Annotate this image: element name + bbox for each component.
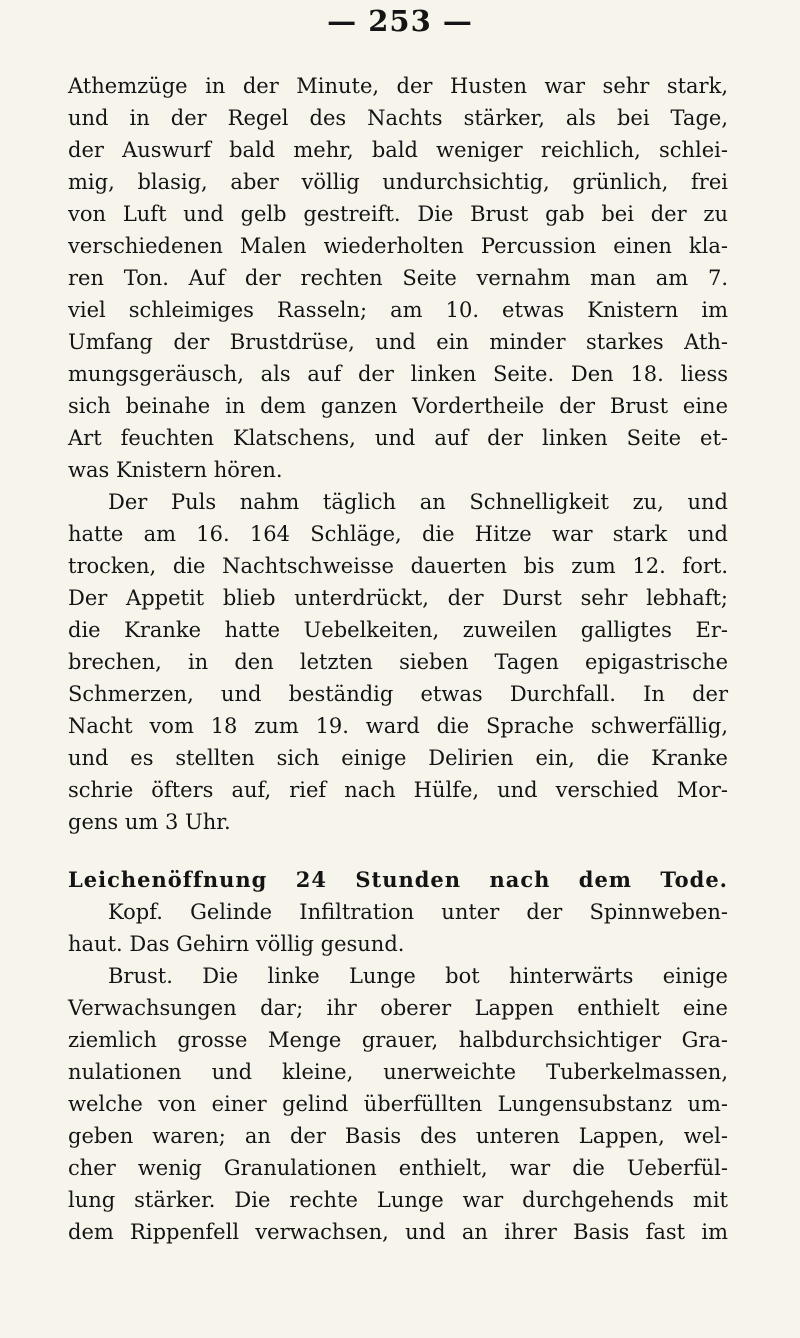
text-line: verschiedenen Malen wiederholten Percussion einen kla-	[68, 234, 728, 258]
text-line: von Luft und gelb gestreift. Die Brust gab bei der zu	[68, 202, 728, 226]
text-line: ziemlich grosse Menge grauer, halbdurchsichtiger Gra-	[68, 1028, 728, 1052]
text-line: schrie öfters auf, rief nach Hülfe, und verschied Mor-	[68, 778, 728, 802]
text-line: Verwachsungen dar; ihr oberer Lappen enthielt eine	[68, 996, 728, 1020]
text-line: sich beinahe in dem ganzen Vordertheile der Brust eine	[68, 394, 728, 418]
text-line: Art feuchten Klatschens, und auf der linken Seite et-	[68, 426, 728, 450]
text-line: Schmerzen, und beständig etwas Durchfall. In der	[68, 682, 728, 706]
text-line: Athemzüge in der Minute, der Husten war sehr stark,	[68, 74, 728, 98]
page-number: — 253 —	[327, 4, 473, 38]
text-line: ren Ton. Auf der rechten Seite vernahm man am 7.	[68, 266, 728, 290]
text-line: Kopf. Gelinde Infiltration unter der Spinnweben-	[108, 900, 728, 924]
section-heading: Leichenöffnung 24 Stunden nach dem Tode.	[68, 867, 728, 892]
text-line: viel schleimiges Rasseln; am 10. etwas Knistern im	[68, 298, 728, 322]
text-line: mig, blasig, aber völlig undurchsichtig, grünlich, frei	[68, 170, 728, 194]
text-line: Der Appetit blieb unterdrückt, der Durst sehr lebhaft;	[68, 586, 728, 610]
body-text	[68, 70, 728, 1248]
text-line: was Knistern hören.	[68, 458, 283, 482]
text-line: geben waren; an der Basis des unteren Lappen, wel-	[68, 1124, 728, 1148]
text-line: dem Rippenfell verwachsen, und an ihrer Basis fast im	[68, 1220, 728, 1244]
text-line: brechen, in den letzten sieben Tagen epigastrische	[68, 650, 728, 674]
text-line: mungsgeräusch, als auf der linken Seite. Den 18. liess	[68, 362, 728, 386]
text-line: hatte am 16. 164 Schläge, die Hitze war stark und	[68, 522, 728, 546]
text-line: Nacht vom 18 zum 19. ward die Sprache schwerfällig,	[68, 714, 728, 738]
text-line: Der Puls nahm täglich an Schnelligkeit zu, und	[108, 490, 728, 514]
text-line: trocken, die Nachtschweisse dauerten bis zum 12. fort.	[68, 554, 728, 578]
text-line: lung stärker. Die rechte Lunge war durchgehends mit	[68, 1188, 728, 1212]
text-line: die Kranke hatte Uebelkeiten, zuweilen galligtes Er-	[68, 618, 728, 642]
text-line: der Auswurf bald mehr, bald weniger reichlich, schlei-	[68, 138, 728, 162]
text-line: cher wenig Granulationen enthielt, war die Ueberfül-	[68, 1156, 728, 1180]
text-line: Umfang der Brustdrüse, und ein minder starkes Ath-	[68, 330, 728, 354]
text-line: und in der Regel des Nachts stärker, als bei Tage,	[68, 106, 728, 130]
text-line: haut. Das Gehirn völlig gesund.	[68, 932, 405, 956]
text-line: nulationen und kleine, unerweichte Tuberkelmassen,	[68, 1060, 728, 1084]
text-line: gens um 3 Uhr.	[68, 810, 231, 834]
text-line: Brust. Die linke Lunge bot hinterwärts einige	[108, 964, 728, 988]
text-line: welche von einer gelind überfüllten Lungensubstanz um-	[68, 1092, 728, 1116]
text-line: und es stellten sich einige Delirien ein, die Kranke	[68, 746, 728, 770]
